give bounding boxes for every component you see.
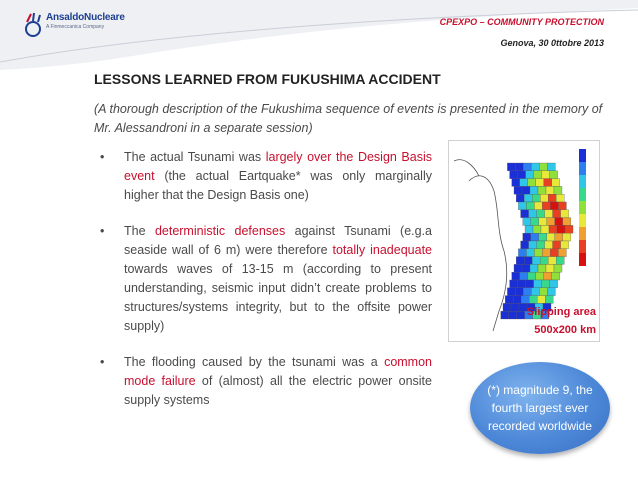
slip-cell xyxy=(550,249,558,257)
slip-cell xyxy=(545,210,553,218)
slip-cell xyxy=(520,179,528,187)
slip-cell xyxy=(520,272,528,280)
bullet-item xyxy=(100,222,432,336)
slip-cell xyxy=(518,280,526,288)
slip-cell xyxy=(565,225,573,233)
slip-cell xyxy=(550,171,558,179)
slip-cell xyxy=(547,233,555,241)
slip-cell xyxy=(556,257,564,265)
slip-cell xyxy=(531,163,539,171)
slip-cell xyxy=(555,218,563,226)
slip-cell xyxy=(515,288,523,296)
slip-cell xyxy=(524,257,532,265)
slip-cell xyxy=(530,186,538,194)
colorbar-swatch xyxy=(579,201,586,214)
colorbar-swatch xyxy=(579,214,586,227)
slip-cell xyxy=(546,264,554,272)
slip-cell xyxy=(523,218,531,226)
slip-cell xyxy=(507,288,515,296)
slip-cell xyxy=(526,249,534,257)
slip-cell xyxy=(521,241,529,249)
colorbar-swatch xyxy=(579,162,586,175)
slip-cell xyxy=(540,194,548,202)
slip-cell xyxy=(507,163,515,171)
slip-cell xyxy=(540,257,548,265)
slip-cell xyxy=(526,280,534,288)
slip-cell xyxy=(539,288,547,296)
slip-cell xyxy=(525,225,533,233)
page-title: LESSONS LEARNED FROM FUKUSHIMA ACCIDENT xyxy=(94,71,441,87)
slip-cell xyxy=(534,171,542,179)
event-title: CPEXPO – COMMUNITY PROTECTION xyxy=(439,17,604,27)
slip-cell xyxy=(518,249,526,257)
bullet-highlight: totally inadequate xyxy=(332,243,432,257)
slip-cell xyxy=(530,264,538,272)
slip-cell xyxy=(557,225,565,233)
slip-cell xyxy=(510,280,518,288)
slip-cell xyxy=(542,171,550,179)
bullet-text: against Tsunami (e.g.a seaside wall of 6 m) were therefore xyxy=(124,224,433,257)
slip-cell xyxy=(532,194,540,202)
bullet-highlight: common mode failure xyxy=(124,355,432,388)
slip-cell xyxy=(556,194,564,202)
slip-cell xyxy=(561,241,569,249)
slip-cell xyxy=(537,210,545,218)
slip-cell xyxy=(534,280,542,288)
slip-cell xyxy=(524,194,532,202)
slip-cell xyxy=(549,225,557,233)
slip-cell xyxy=(528,179,536,187)
slip-cell xyxy=(554,186,562,194)
slip-cell xyxy=(516,194,524,202)
slip-cell xyxy=(554,264,562,272)
slip-cell xyxy=(538,264,546,272)
bullet-list xyxy=(100,148,432,410)
slip-cell xyxy=(548,194,556,202)
slip-cell xyxy=(534,249,542,257)
slip-cell xyxy=(539,163,547,171)
slip-cell xyxy=(546,186,554,194)
slip-cell xyxy=(558,249,566,257)
slip-cell xyxy=(544,179,552,187)
slip-cell xyxy=(528,272,536,280)
slip-cell xyxy=(547,218,555,226)
slip-cell xyxy=(522,264,530,272)
slip-cell xyxy=(523,288,531,296)
slip-cell xyxy=(534,202,542,210)
slip-cell xyxy=(550,202,558,210)
slip-cell xyxy=(532,257,540,265)
slip-cell xyxy=(514,264,522,272)
slip-cell xyxy=(523,163,531,171)
slip-cell xyxy=(542,249,550,257)
slip-cell xyxy=(531,233,539,241)
subtitle: (A thorough description of the Fukushima sequence of events is presented in the memory of Mr. Alessandroni in a separate session) xyxy=(94,102,603,135)
slip-cell xyxy=(553,241,561,249)
slip-cell xyxy=(512,179,520,187)
slip-cell xyxy=(552,272,560,280)
logo-tagline: A Finmeccanica Company xyxy=(46,24,105,30)
colorbar-swatch xyxy=(579,175,586,188)
bullet-highlight: deterministic defenses xyxy=(154,224,286,238)
slip-cell xyxy=(555,233,563,241)
slip-cell xyxy=(526,171,534,179)
slip-cell xyxy=(526,202,534,210)
slip-cell xyxy=(516,257,524,265)
map-caption xyxy=(500,303,596,339)
bullet-text: towards waves of 13-15 m (according to present understanding, seismic input didn’t create problems to structures/systems integrity, but to the offsite power supply) xyxy=(124,262,432,333)
slip-cell xyxy=(539,233,547,241)
map-caption-area: Slipping area xyxy=(526,306,596,318)
slip-cell xyxy=(545,241,553,249)
slip-cell xyxy=(547,288,555,296)
slip-cell xyxy=(558,202,566,210)
company-logo xyxy=(24,12,125,38)
slip-cell xyxy=(515,163,523,171)
colorbar-swatch xyxy=(579,240,586,253)
slip-cell xyxy=(514,186,522,194)
slip-cell xyxy=(531,288,539,296)
bullet-text: (the actual Eartquake* was only marginally higher that the Design Basis one) xyxy=(124,169,432,202)
slip-cell xyxy=(563,218,571,226)
map-caption-size: 500x200 km xyxy=(534,324,596,336)
slip-cell xyxy=(536,179,544,187)
slip-cell xyxy=(544,272,552,280)
bullet-text: of (almost) all the electric power onsite supply systems xyxy=(124,374,432,407)
slip-cell xyxy=(522,186,530,194)
slip-cell xyxy=(512,272,520,280)
slip-cell xyxy=(536,272,544,280)
slip-cell xyxy=(533,225,541,233)
magnitude-note-bubble xyxy=(470,362,610,454)
bullet-item xyxy=(100,353,432,410)
colorbar-swatch xyxy=(579,149,586,162)
slip-cell xyxy=(561,210,569,218)
slip-cell xyxy=(542,280,550,288)
slip-cell xyxy=(542,202,550,210)
colorbar-swatch xyxy=(579,253,586,266)
slip-cell xyxy=(529,210,537,218)
slip-cell xyxy=(563,233,571,241)
slip-cell xyxy=(518,171,526,179)
slip-cell xyxy=(538,186,546,194)
ansaldo-logo-icon xyxy=(24,12,42,38)
logo-name: AnsaldoNucleare xyxy=(46,12,125,23)
slip-cell xyxy=(553,210,561,218)
slip-cell xyxy=(529,241,537,249)
slip-cell xyxy=(541,225,549,233)
slip-cell xyxy=(510,171,518,179)
colorbar-swatch xyxy=(579,188,586,201)
slip-cell xyxy=(548,257,556,265)
event-date: Genova, 30 0ttobre 2013 xyxy=(500,38,604,48)
slip-cell xyxy=(539,218,547,226)
slip-cell xyxy=(552,179,560,187)
bullet-text: The actual Tsunami was xyxy=(124,150,266,164)
magnitude-note-text: (*) magnitude 9, the fourth largest ever recorded worldwide xyxy=(487,383,593,433)
slip-cell xyxy=(518,202,526,210)
bullet-text: The xyxy=(124,224,155,238)
bullet-text: The flooding caused by the tsunami was a xyxy=(124,355,385,369)
slip-cell xyxy=(531,218,539,226)
bullet-highlight: largely over the Design Basis event xyxy=(124,150,432,183)
bullet-item xyxy=(100,148,432,205)
slip-cell xyxy=(550,280,558,288)
slip-cell xyxy=(523,233,531,241)
slip-cell xyxy=(521,210,529,218)
slip-cell xyxy=(537,241,545,249)
slip-cell xyxy=(547,163,555,171)
colorbar-swatch xyxy=(579,227,586,240)
